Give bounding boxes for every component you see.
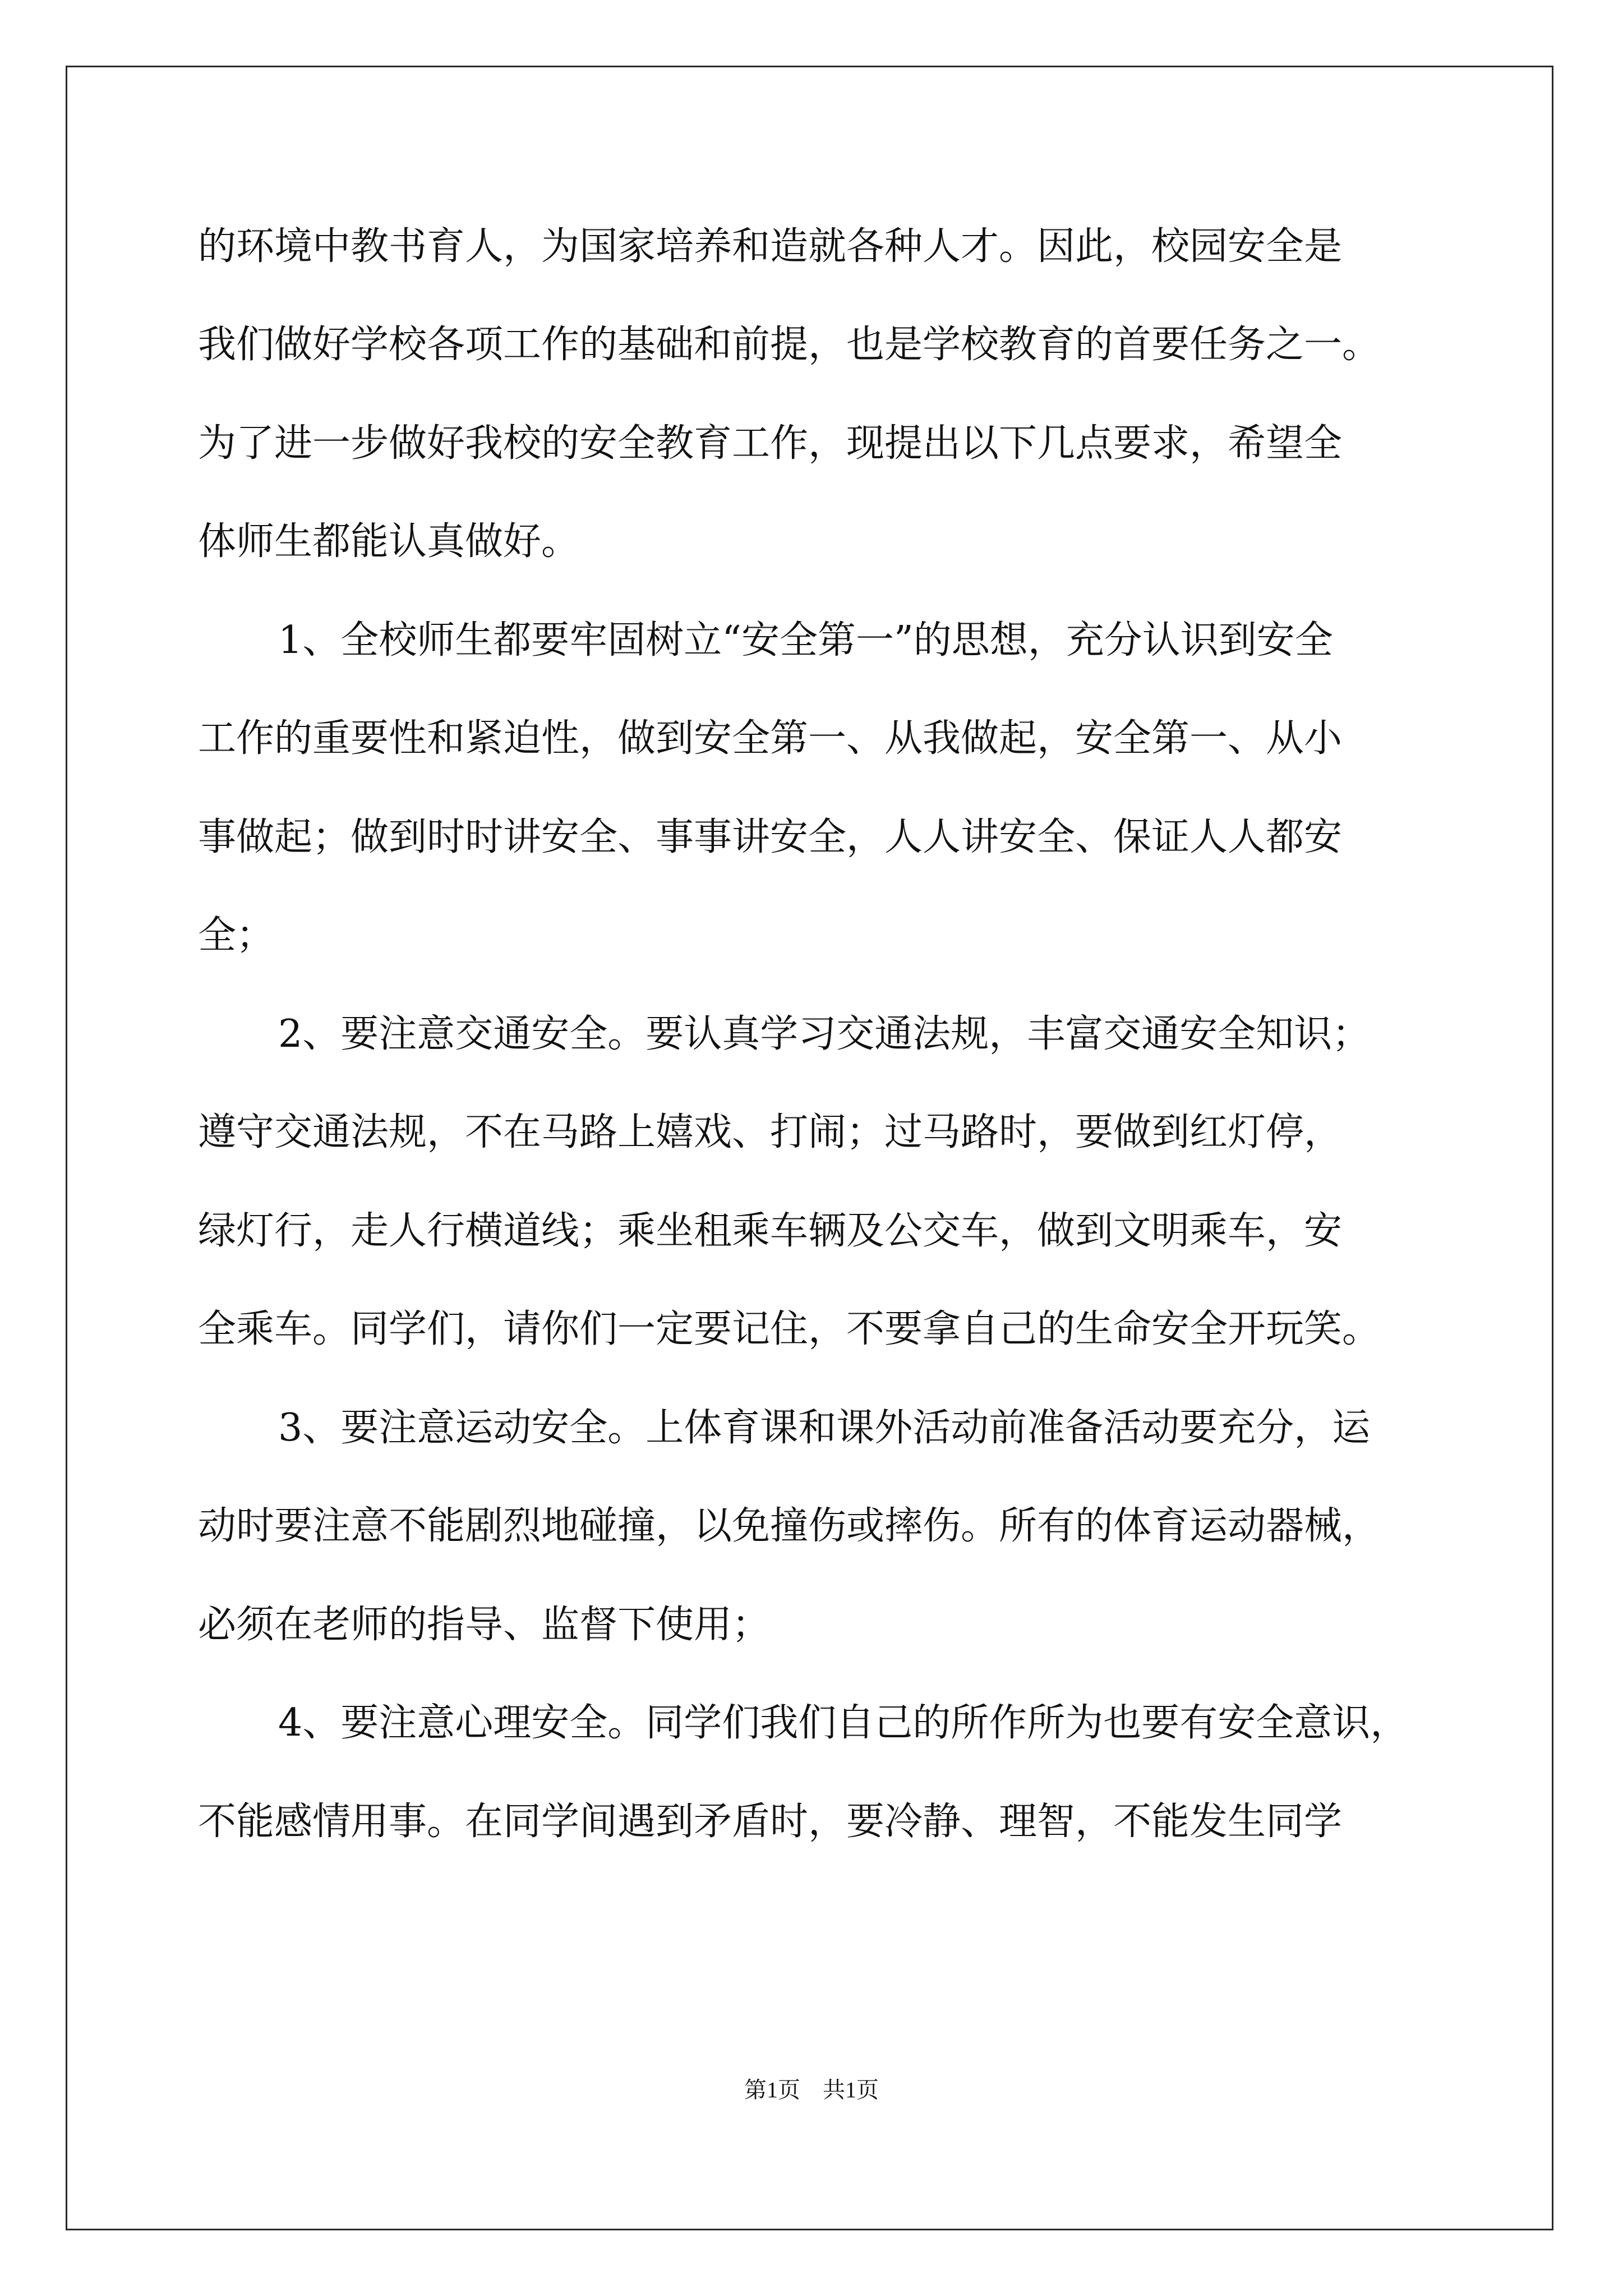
text-line: 4、要注意心理安全。同学们我们自己的所作所为也要有安全意识，	[278, 1701, 1409, 1745]
text-line: 动时要注意不能剧烈地碰撞，以免撞伤或摔伤。所有的体育运动器械，	[198, 1504, 1381, 1548]
text-line: 的环境中教书育人，为国家培养和造就各种人才。因此，校园安全是	[198, 224, 1343, 269]
text-line: 必须在老师的指导、监督下使用；	[198, 1603, 771, 1647]
text-line: 2、要注意交通安全。要认真学习交通法规，丰富交通安全知识；	[278, 1012, 1371, 1056]
text-line: 事做起；做到时时讲安全、事事讲安全，人人讲安全、保证人人都安	[198, 815, 1343, 859]
page-number-footer: 第1页 共1页	[744, 2077, 879, 2102]
text-line: 体师生都能认真做好。	[198, 519, 580, 564]
text-line: 全；	[198, 913, 275, 958]
text-line: 工作的重要性和紧迫性，做到安全第一、从我做起，安全第一、从小	[198, 716, 1343, 761]
text-line: 我们做好学校各项工作的基础和前提，也是学校教育的首要任务之一。	[198, 323, 1381, 367]
text-line: 不能感情用事。在同学间遇到矛盾时，要冷静、理智，不能发生同学	[198, 1800, 1343, 1844]
text-line: 3、要注意运动安全。上体育课和课外活动前准备活动要充分，运	[278, 1406, 1371, 1450]
text-line: 绿灯行，走人行横道线；乘坐租乘车辆及公交车，做到文明乘车，安	[198, 1209, 1343, 1253]
text-line: 遵守交通法规，不在马路上嬉戏、打闹；过马路时，要做到红灯停，	[198, 1110, 1343, 1154]
text-line: 为了进一步做好我校的安全教育工作，现提出以下几点要求，希望全	[198, 421, 1343, 466]
text-line: 全乘车。同学们，请你们一定要记住，不要拿自己的生命安全开玩笑。	[198, 1307, 1381, 1351]
text-line: 1、全校师生都要牢固树立“安全第一”的思想，充分认识到安全	[278, 618, 1333, 662]
